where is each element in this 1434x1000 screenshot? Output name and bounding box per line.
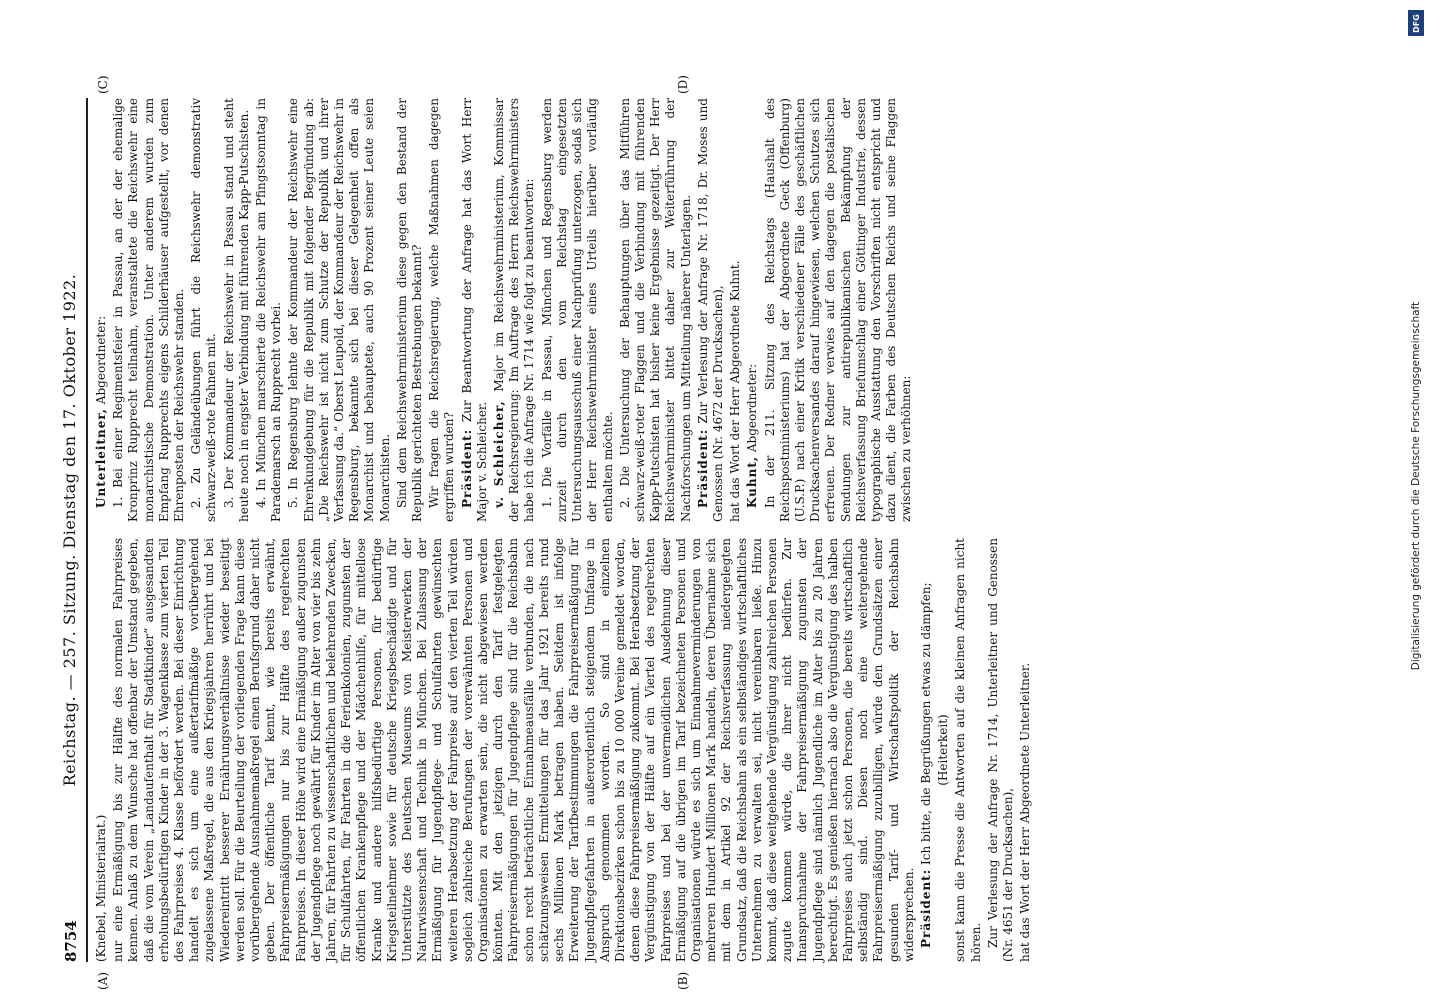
speaker-name: Unterleitner, xyxy=(94,408,108,508)
paragraph: v. Schleicher, Major im Reichswehrministerium, Kommissar der Reichsregierung: Im Auftrage des Herrn Reichswehrministers habe ich die Anfrage Nr. 1714 wie folgt zu beantworten: xyxy=(492,98,537,522)
left-column xyxy=(94,538,1035,962)
speaker-name: Kuhnt, xyxy=(745,455,760,508)
paragraph: Unterleitner, Abgeordneter: xyxy=(94,315,108,508)
paragraph: Wir fragen die Reichsregierung, welche Maßnahmen dagegen ergriffen wurden? xyxy=(427,98,457,522)
paragraph: hat das Wort der Herr Abgeordnete Kuhnt. xyxy=(728,260,743,522)
paragraph: Präsident: Zur Verlesung der Anfrage Nr. 1718, Dr. Moses und Genossen (Nr. 4672 der Drucksachen), xyxy=(695,98,725,522)
paragraph: Kuhnt, Abgeordneter: xyxy=(745,363,760,508)
paragraph: sonst kann die Presse die Antworten auf die kleinen Anfragen nicht hören. xyxy=(953,538,983,962)
digitization-credit: Digitalisierung gefördert durch die Deutsche Forschungsgemeinschaft xyxy=(1410,301,1422,671)
paragraph: 2. Die Untersuchung der Behauptungen über das Mitführen schwarz-weiß-roter Flaggen und die Verbindung mit führenden Kapp-Putschisten hat bisher keine Ergebnisse gezeitigt. Der Herr Reichswehrminister bittet daher zur Weiterführung der Nachforschungen um Mitteilung näherer Unterlagen. xyxy=(617,98,693,522)
paragraph: nur eine Ermäßigung bis zur Hälfte des normalen Fahrpreises kennen. Anlaß zu dem Wunsche hat offenbar der Umstand gegeben, daß die vom Verein „Landaufenthalt für Stadtkinder“ ausgesandten erholungsbedürftigen Kinder in der 3. Wagenklasse zum vierten Teil des Fahrpreises 4. Klasse befördert werden. Bei dieser Einrichtung handelt es sich um eine außertarifmäßige vorübergehend zugelassene Maßregel, die aus den Kriegsjahren herrührt und bei Wiedereintritt besserer Ernährungsverhältnisse wieder beseitigt werden soll. Für die Beurteilung der vorliegenden Frage kann diese vorübergehende Ausnahmemaßregel einen Berufsgrund daher nicht geben. Der öffentliche Tarif kennt, wie bereits erwähnt, Fahrpreisermäßigungen nur bis zur Hälfte des regelrechten Fahrpreises. In dieser Höhe wird eine Ermäßigung außer zugunsten der Jugendpflege noch gewährt für Kinder im Alter von vier bis zehn Jahren, für Fahrten zu wissenschaftlichen und belehrenden Zwecken, für Schulfahrten, für Fahrten in die Ferienkolonien, zugunsten der öffentlichen Krankenpflege und der Mädchenhilfe, für mittellose Kranke und andere hilfsbedürftige Personen, für bedürftige Kriegsteilnehmer sowie für deutsche Kriegsbeschädigte und für Unterstützte des Deutschen Museums von Meisterwerken der Naturwissenschaft und Technik in München. Bei Zulassung der Ermäßigung für Jugendpflege- und Schulfahrten gewünschten weiteren Herabsetzung der Fahrpreise auf den vierten Teil würden sogleich zahlreiche Berufungen der vorerwähnten Personen und Organisationen zu erwarten sein, die nicht abgewiesen werden könnten. Mit den jetzigen durch den Tarif festgelegten Fahrpreisermäßigungen für Jugendpflege sind für die Reichsbahn schon recht beträchtliche Einnahmeausfälle verbunden, die nach schätzungsweisen Ermittelungen für das Jahr 1921 bereits rund sechs Millionen Mark betragen haben. Seitdem ist infolge Erweiterung der Tarifbestimmungen die Fahrpreisermäßigung für Jugendpflegefahrten in außerordentlich steigendem Umfange in Anspruch genommen worden. So sind in einzelnen Direktionsbezirken schon bis zu 10 000 Vereine gemeldet worden, denen diese Fahrpreisermäßigung zukommt. Bei Herabsetzung der Vergünstigung von der Hälfte auf ein Viertel des regelrechten Fahrpreises und bei der unvermeidlichen Ausdehnung dieser Ermäßigung auf die übrigen im Tarif bezeichneten Personen und Organisationen würde es sich um Einnahmeverminderungen von mehreren Hundert Millionen Mark handeln, deren Übernahme sich mit dem in Artikel 92 der Reichsverfassung niedergelegten Grundsatz, daß die Reichsbahn als ein selbständiges wirtschaftliches Unternehmen zu verwalten sei, nicht vereinbaren ließe. Hinzu kommt, daß diese weitgehende Vergünstigung zahlreichen Personen zugute kommen würde, die ihrer nicht bedürfen. Zur Inanspruchnahme der Fahrpreisermäßigung zugunsten der Jugendpflege sind nämlich Jugendliche im Alter bis zu 20 Jahren berechtigt. Es genießen hiernach also die Vergünstigung des halben Fahrpreises auch jetzt schon Personen, die bereits wirtschaftlich selbständig sind. Diesen noch eine weitergehende Fahrpreisermäßigung zuzubilligen, würde den Grundsätzen einer gesunden Tarif- und Wirtschaftspolitik der Reichsbahn widersprechen. xyxy=(111,538,916,962)
margin-marker-c: (C) xyxy=(96,75,110,94)
paragraph: 3. Der Kommandeur der Reichswehr in Passau stand und steht heute noch in engster Verbindung mit führenden Kapp-Putschisten. xyxy=(221,98,251,522)
paragraph: hat das Wort der Herr Abgeordnete Unterleitner. xyxy=(1018,662,1033,962)
paragraph: Präsident: Zur Beantwortung der Anfrage hat das Wort Herr Major v. Schleicher. xyxy=(459,98,489,522)
interjection: (Heiterkeit) xyxy=(936,714,951,786)
paragraph: 1. Die Vorfälle in Passau, München und Regensburg werden zurzeit durch den vom Reichstag eingesetzten Untersuchungsausschuß einer Nachprüfung unterzogen, sodaß sich der Herr Reichswehrminister eines Urteils hierüber vorläufig enthalten möchte. xyxy=(539,98,615,522)
paragraph: Zur Verlesung der Anfrage Nr. 1714, Unterleitner und Genossen (Nr. 4651 der Drucksachen), xyxy=(985,538,1015,962)
right-column xyxy=(94,98,917,522)
header-rule xyxy=(86,98,88,962)
speaker-name: Präsident: xyxy=(918,868,933,948)
speaker-name: Präsident: xyxy=(459,428,474,508)
paragraph: 5. In Regensburg lehnte der Kommandeur der Reichswehr eine Ehrenkundgebung für die Republik mit folgender Begründung ab: „Die Reichswehr ist nicht zum Schutze der Republik und ihrer Verfassung da.“ Oberst Leupold, der Kommandeur der Reichswehr in Regensburg, bekannte sich bei dieser Gelegenheit offen als Monarchist und behauptete, auch 90 Prozent seiner Leute seien Monarchisten. xyxy=(286,98,392,522)
page-header xyxy=(56,98,86,962)
margin-marker-a: (A) xyxy=(96,971,110,990)
document-page xyxy=(56,22,1424,990)
paragraph: Sind dem Reichswehrministerium diese gegen den Bestand der Republik gerichteten Bestrebungen bekannt? xyxy=(394,98,425,522)
paragraph: Präsident: Ich bitte, die Begrüßungen etwas zu dämpfen; xyxy=(918,582,933,948)
paragraph: 4. In München marschierte die Reichswehr am Pfingstsonntag in Parademarsch an Rupprecht vorbei. xyxy=(254,98,284,522)
speaker-note: (Knebel, Ministerialrat.) xyxy=(94,814,108,962)
margin-marker-d: (D) xyxy=(676,75,690,94)
margin-marker-b: (B) xyxy=(676,971,690,990)
paragraph: 1. Bei einer Regimentsfeier in Passau, an der der ehemalige Kronprinz Rupprecht teilnahm, veranstaltete die Reichswehr eine monarchistische Demonstration. Unter anderem wurden zum Empfang Rupprechts eigens Schilderhäuser aufgestellt, vor denen Ehrenposten der Reichswehr standen. xyxy=(111,98,187,522)
paragraph: 2. Zu Geländeübungen führt die Reichswehr demonstrativ schwarz-weiß-rote Fahnen mit. xyxy=(189,98,219,522)
paragraph: In der 211. Sitzung des Reichstags (Haushalt des Reichspostministeriums) hat der Abgeordnete Geck (Offenburg) (U.S.P.) nach einer Kritik verschiedener Fälle des geschäftlichen Drucksachenversandes darauf hingewiesen, welchen Schutzes sich erfreuen. Der Redner verwies auf den dagegen die postalischen Sendungen zur antirepublikanischen Bekämpfung der Reichsverfassung Briefumschlag einer Göttinger Industrie, dessen typographische Ausstattung den Vorschriften nicht entspricht und dazu dient, die Farben des Deutschen Reichs und seine Flaggen zwischen zu verhöhnen: xyxy=(762,98,914,522)
dfg-logo: DFG xyxy=(1408,10,1424,36)
speaker-name: Präsident: xyxy=(695,428,710,508)
digitization-sidebar xyxy=(1406,0,1428,1000)
page-number: 8754 xyxy=(62,920,80,962)
speaker-name: v. Schleicher, xyxy=(492,400,507,508)
page-title: Reichstag. — 257. Sitzung. Dienstag den 17. Oktober 1922. xyxy=(60,273,79,787)
